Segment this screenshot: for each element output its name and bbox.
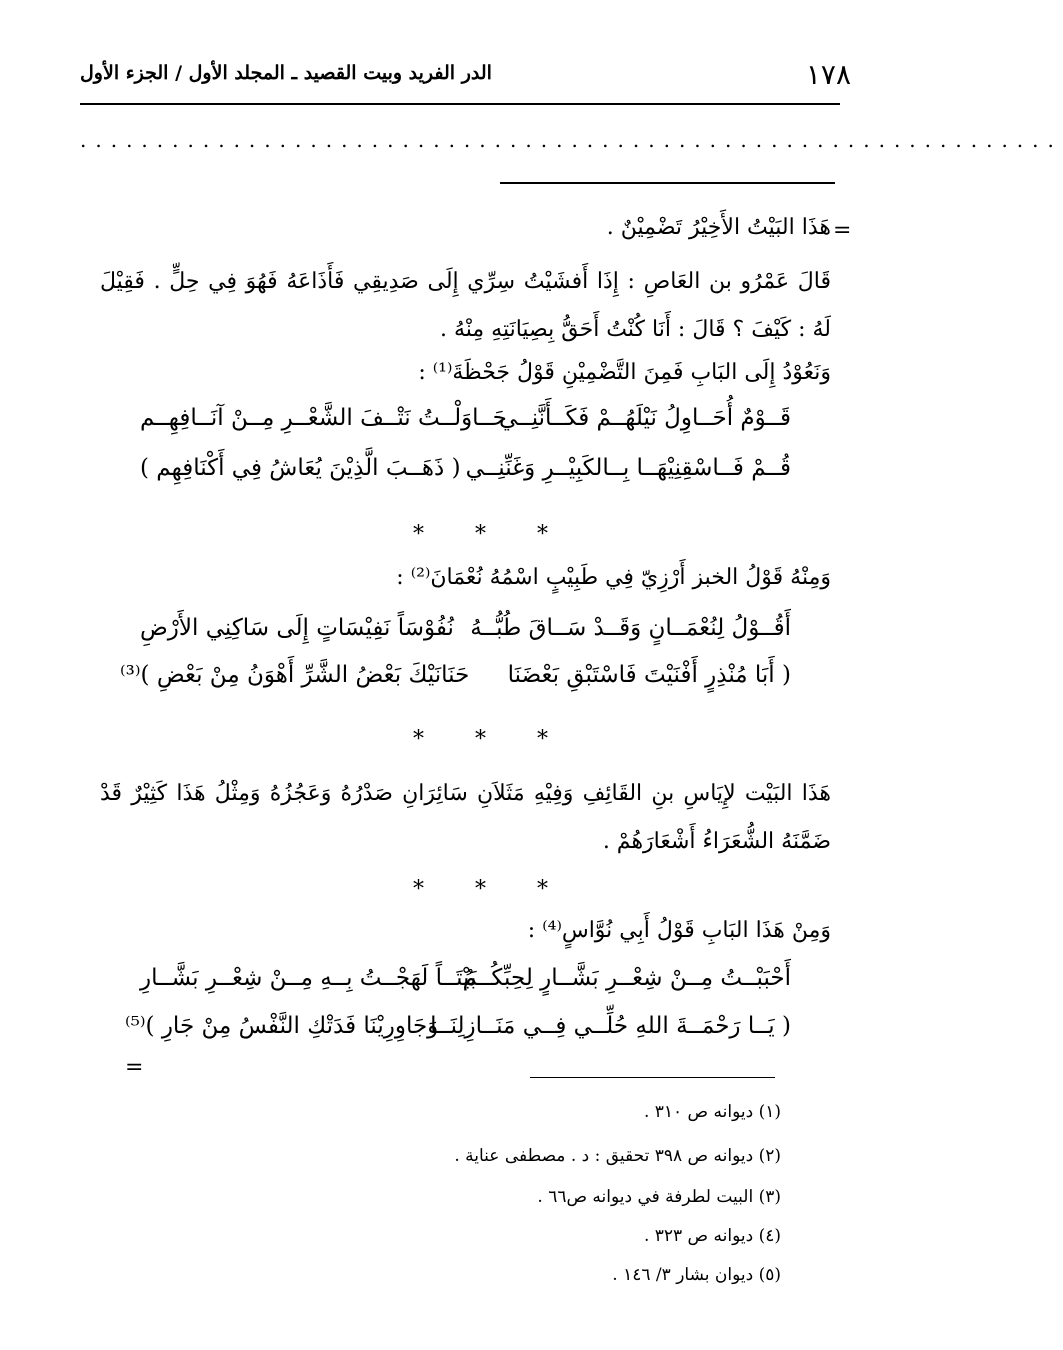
paragraph-amr: قَالَ عَمْرُو بن العَاصِ : إِذَا أَفشَيْتُ سِرِّي إِلَى صَدِيقِي فَأَذَاعَهُ فَهُوَ فِي حِلٍّ . فَقِيْلَ لَهُ : كَيْفَ ؟ قَالَ : أَنَا كُنْتُ أَحَقُّ بِصِيَانَتِهِ مِنْهُ . (100, 269, 831, 342)
continuation-mark-top: = (833, 218, 852, 243)
footnote-1: (١) ديوانه ص ٣١٠ . (643, 1102, 781, 1122)
poem1-verse2-second: ( ذَهَــبَ الَّذِيْنَ يُعَاشُ فِي أَكْنَافِهِم ) (140, 455, 461, 481)
continuation-mark-bottom: = (125, 1055, 144, 1080)
poem2-verse1-first: أَقُــوْلُ لِنُعْمَــانٍ وَقَــدْ سَــاقَ طُبُّــهُ (470, 615, 791, 641)
poem1-verse1-second: حَــاوَلْــتُ نَتْــفَ الشَّعْــرِ مِــنْ آنَــافِهِــم (140, 405, 507, 431)
footnote-rule (530, 1077, 775, 1078)
page-number: ١٧٨ (805, 58, 851, 91)
poem3-verse1-first: أَحْبَبْــتُ مِــنْ شِعْــرِ بَشَّــارٍ لِحِبِّكُــمُ (462, 965, 791, 991)
footnote-4: (٤) ديوانه ص ٣٢٣ . (643, 1226, 781, 1246)
separator-3: * * * (413, 877, 570, 902)
poem3-verse2-second: وَجَاوِرِيْنَا فَدَتْكِ النَّفْسُ مِنْ جَارِ )⁽⁵⁾ (125, 1013, 439, 1039)
footnote-5: (٥) ديوان بشار ٣/ ١٤٦ . (612, 1265, 781, 1285)
text-line-6: وَمِنْ هَذَا البَابِ قَوْلُ أَبِي نُوَّاسٍ⁽⁴⁾ : (527, 918, 831, 943)
text-line-3: وَنَعُوْدُ إِلَى البَابِ فَمِنَ التَّضْمِيْنِ قَوْلُ جَحْظَةَ⁽¹⁾ : (418, 360, 831, 385)
poem1-verse1-first: قَــوْمٌ أُحَــاوِلُ نَيْلَهُــمْ فَكَــأَنَّنِــي (499, 405, 791, 431)
poem2-verse2-first: ( أَبَا مُنْذِرٍ أَفْنَيْتَ فَاسْتَبْقِ بَعْضَنَا (507, 662, 791, 688)
text-line-1: هَذَا البَيْتُ الأَخِيْرُ تَضْمِيْنٌ . (606, 215, 831, 240)
section-rule (500, 182, 835, 184)
running-head: الدر الفريد وبيت القصيد ـ المجلد الأول / الجزء الأول (80, 62, 492, 84)
poem2-verse1-second: نُفُوْسَاً نَفِيْسَاتٍ إِلَى سَاكِنِي الأَرْضِ (140, 615, 454, 641)
text-line-4: وَمِنْهُ قَوْلُ الخبز أَرْزِيّ فِي طَبِيْبٍ اسْمُهُ نُعْمَانَ⁽²⁾ : (396, 565, 831, 590)
poem3-verse2-first: ( يَــا رَحْمَــةَ اللهِ حُلِّــي فِــي مَنَــازِلِنَــا (430, 1013, 791, 1039)
footnote-2: (٢) ديوانه ص ٣٩٨ تحقيق : د . مصطفى عناية . (454, 1146, 781, 1166)
separator-2: * * * (413, 727, 570, 752)
poem3-verse1-second: بَيْتَــاً لَهَجْــتُ بِــهِ مِــنْ شِعْــرِ بَشَّــارِ (140, 965, 477, 991)
paragraph-iyas: هَذَا البَيْت لإِيَاسِ بنِ القَائِفِ وَفِيْهِ مَثَلاَنِ سَائِرَانِ صَدْرُهُ وَعَجُزُهُ وَمِثْلُ هَذَا كَثِيْرٌ قَدْ ضَمَّنَهُ الشُّعَرَاءُ أَشْعَارَهُمْ . (100, 781, 831, 854)
footnote-3: (٣) البيت لطرفة في ديوانه ص٦٦ . (537, 1187, 781, 1207)
poem2-verse2-second: حَنَانَيْكَ بَعْضُ الشَّرِّ أَهْوَنُ مِنْ بَعْضِ )⁽³⁾ (120, 662, 470, 688)
header-rule (80, 103, 840, 105)
separator-1: * * * (413, 522, 570, 547)
poem1-verse2-first: قُــمْ فَــاسْقِنِيْهَــا بِــالكَبِيْــرِ وَغَنِّنِــي (465, 455, 791, 481)
dotted-line: ................................................................ (80, 128, 1063, 152)
